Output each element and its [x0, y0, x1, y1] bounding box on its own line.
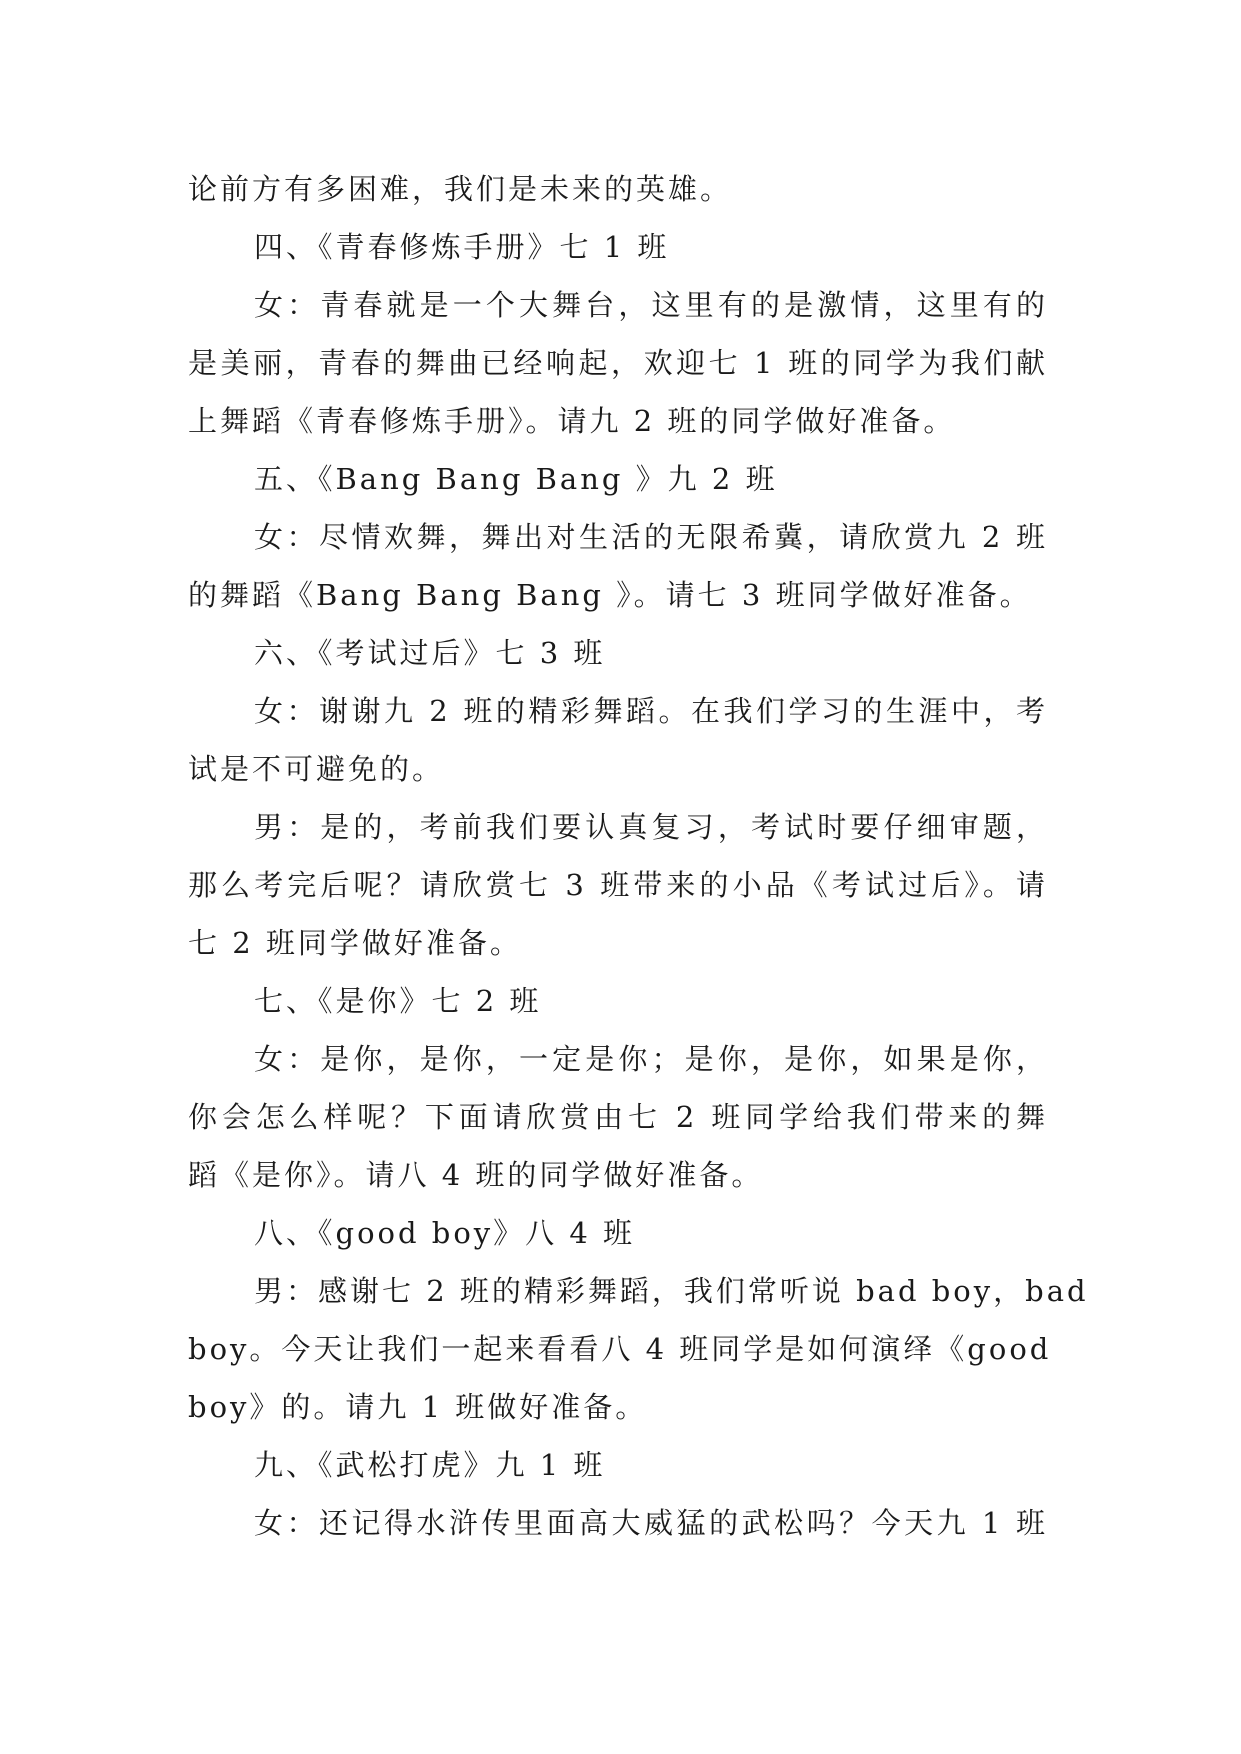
text-line: 女：是你，是你，一定是你；是你，是你，如果是你，: [254, 1042, 1048, 1076]
text-line: 男：是的，考前我们要认真复习，考试时要仔细审题，: [254, 810, 1048, 844]
text-line: boy》的。请九 1 班做好准备。: [188, 1390, 648, 1424]
text-line: 女：青春就是一个大舞台，这里有的是激情，这里有的: [254, 288, 1048, 322]
text-line: 女：还记得水浒传里面高大威猛的武松吗？今天九 1 班: [254, 1506, 1048, 1540]
text-line: 的舞蹈《Bang Bang Bang 》。请七 3 班同学做好准备。: [188, 578, 1032, 612]
text-line: 蹈《是你》。请八 4 班的同学做好准备。: [188, 1158, 764, 1192]
section-heading: 七、《是你》七 2 班: [254, 984, 542, 1018]
text-line: 你会怎么样呢？下面请欣赏由七 2 班同学给我们带来的舞: [188, 1100, 1048, 1134]
section-heading: 四、《青春修炼手册》七 1 班: [254, 230, 670, 264]
text-line: boy。今天让我们一起来看看八 4 班同学是如何演绎《good: [188, 1332, 1052, 1366]
text-line: 女：尽情欢舞，舞出对生活的无限希冀，请欣赏九 2 班: [254, 520, 1048, 554]
section-heading: 八、《good boy》八 4 班: [254, 1216, 636, 1250]
section-heading: 五、《Bang Bang Bang 》九 2 班: [254, 462, 778, 496]
section-heading: 六、《考试过后》七 3 班: [254, 636, 606, 670]
text-line: 试是不可避免的。: [188, 752, 445, 786]
text-line: 是美丽，青春的舞曲已经响起，欢迎七 1 班的同学为我们献: [188, 346, 1048, 380]
text-line: 那么考完后呢？请欣赏七 3 班带来的小品《考试过后》。请: [188, 868, 1048, 902]
text-line: 女：谢谢九 2 班的精彩舞蹈。在我们学习的生涯中，考: [254, 694, 1048, 728]
text-line: 上舞蹈《青春修炼手册》。请九 2 班的同学做好准备。: [188, 404, 956, 438]
text-line: 男：感谢七 2 班的精彩舞蹈，我们常听说 bad boy，bad: [254, 1274, 1089, 1308]
section-heading: 九、《武松打虎》九 1 班: [254, 1448, 606, 1482]
text-line: 七 2 班同学做好准备。: [188, 926, 522, 960]
body-text: [188, 160, 1089, 1552]
text-line: 论前方有多困难，我们是未来的英雄。: [188, 172, 733, 206]
